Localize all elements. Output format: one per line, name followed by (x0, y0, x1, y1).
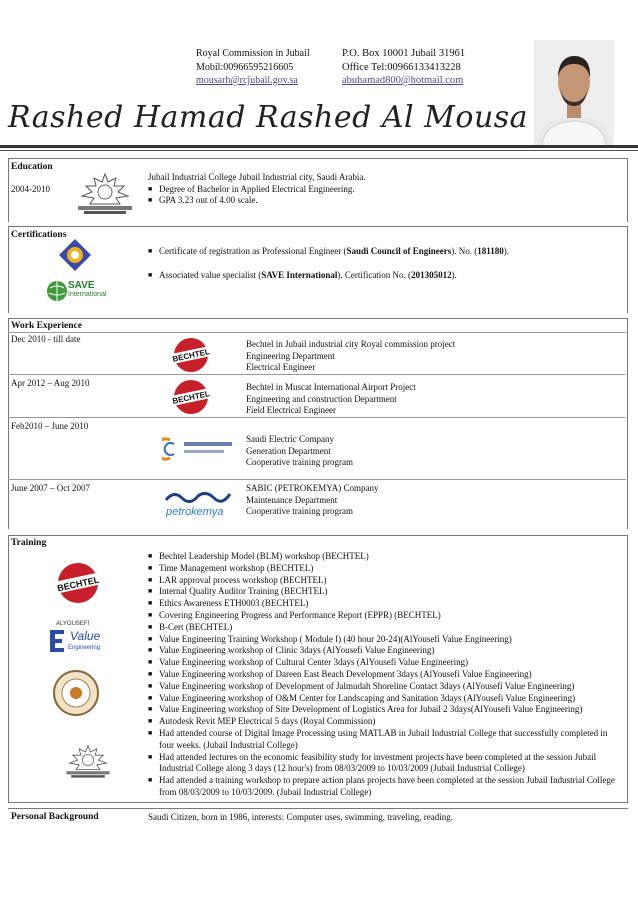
contact-org: Royal Commission in Jubail (196, 48, 310, 59)
work-row (8, 479, 626, 528)
education-list (148, 184, 618, 208)
royal-commission-seal (52, 670, 100, 716)
training-list-wrap (148, 551, 618, 799)
jubail-college-logo (70, 168, 140, 216)
alyousefi-logo (44, 621, 114, 655)
training-item: ■ Value Engineering workshop of O&M Center for Landscaping and Sanitation 3days (AlYousefi Value Engineering) (148, 693, 618, 705)
sce-logo (58, 238, 92, 272)
personal-section (8, 808, 628, 809)
bechtel-globe-icon (54, 562, 102, 604)
training-item: ■ Value Engineering workshop of Dareen East Beach Development 3days (AlYousefi Value Engineering) (148, 669, 618, 681)
training-item: ■ Value Engineering workshop of Cultural Center 3days (AlYousefi Value Engineering) (148, 657, 618, 669)
engineers-council-icon (58, 238, 92, 272)
work-row (8, 417, 626, 478)
header-rule-thin (0, 150, 638, 151)
sec-logo (162, 436, 236, 462)
training-item: ■ Value Engineering workshop of Development of Jalmudah Shoreline Contact 3days (AlYousefi Value Engineering) (148, 681, 618, 693)
personal-text: Saudi Citizen, born in 1986, interests: Computer uses, swimming, traveling, reading. (148, 812, 453, 822)
bechtel-globe-icon (168, 379, 214, 415)
training-item: ■ Bechtel Leadership Model (BLM) workshop (BECHTEL) (148, 551, 618, 563)
contact-office: Office Tel:00966133413228 (342, 61, 461, 73)
work-period: June 2007 – Oct 2007 (11, 483, 90, 493)
education-college: Jubail Industrial College Jubail Industrial city, Saudi Arabia. (148, 172, 366, 182)
seal-icon (52, 670, 100, 716)
cert-save: ■ Associated value specialist (SAVE International). Certification No. (201305012). (148, 270, 618, 282)
certifications-title: Certifications (11, 230, 67, 240)
svg-text:BECHTEL: BECHTEL (171, 347, 211, 364)
work-details: Bechtel in Jubail industrial city Royal commission project Engineering Department Electrical Engineer (246, 339, 456, 372)
bechtel-globe-icon (168, 337, 214, 373)
work-period: Apr 2012 – Aug 2010 (11, 378, 90, 388)
training-item: ■ Time Management workshop (BECHTEL) (148, 563, 618, 575)
contact-email-2[interactable]: abuhamad800@hotmail.com (342, 75, 464, 86)
header-rule (0, 145, 638, 148)
training-item: ■ Value Engineering Training Workshop ( Module I) (40 hour 20-24)(AlYousefi Value Engineering) (148, 634, 618, 646)
college-logo-icon (70, 168, 140, 216)
personal-title: Personal Background (11, 812, 99, 822)
save-international-logo (46, 280, 110, 302)
college-logo-icon (60, 738, 116, 782)
training-item: ■ B-Cert (BECHTEL) (148, 622, 618, 634)
training-item: ■ Value Engineering workshop of Clinic 3days (AlYousefi Value Engineering) (148, 645, 618, 657)
contact-pobox: P.O. Box 10001 Jubail 31961 (342, 48, 466, 59)
alyousefi-engineering: Engineering (68, 645, 101, 651)
training-list (148, 551, 618, 799)
saudi-electricity-icon (162, 436, 236, 462)
education-years: 2004-2010 (11, 184, 50, 194)
petrokemya-logo (158, 484, 238, 524)
alyousefi-top: ALYOUSEFI (56, 621, 90, 627)
training-item: ■ Had attended a training workshop to prepare action plans projects have been completed at the session Jubail Industrial College from 08/03/2009 to 10/03/2009. (Jubail Industrial College) (148, 775, 618, 799)
save-logo-text: SAVE (68, 280, 95, 291)
person-photo-icon (534, 40, 614, 146)
education-title: Education (11, 162, 53, 172)
training-item: ■ Had attended course of Digital Image Processing using MATLAB in Jubail Industrial College that successfully completed in four weeks. (Jubail Industrial College) (148, 728, 618, 752)
work-row (8, 332, 626, 375)
contact-mobile: Mobil:00966595216605 (196, 61, 294, 73)
education-degree: ■ Degree of Bachelor in Applied Electrical Engineering. (148, 184, 618, 196)
education-details (148, 172, 618, 207)
value-e-icon (48, 628, 68, 654)
bechtel-logo (168, 337, 214, 373)
work-details: Bechtel in Muscat International Airport Project Engineering and construction Department Field Electrical Engineer (246, 382, 416, 415)
petrokemya-text: petrokemya (166, 506, 224, 518)
svg-text:BECHTEL: BECHTEL (56, 574, 101, 594)
training-item: ■ Internal Quality Auditor Training (BECHTEL) (148, 586, 618, 598)
candidate-name: Rashed Hamad Rashed Al Mousa (8, 100, 529, 135)
work-details: Saudi Electric Company Generation Department Cooperative training program (246, 434, 353, 467)
petrokemya-arabic-icon (162, 486, 242, 504)
training-item: ■ Ethics Awareness ETH0003 (BECHTEL) (148, 598, 618, 610)
contact-email-1[interactable]: mousarh@rcjubail.gov.sa (196, 75, 298, 86)
contact-left (196, 47, 310, 88)
training-item: ■ LAR approval process workshop (BECHTEL) (148, 575, 618, 587)
work-row (8, 374, 626, 417)
training-item: ■ Covering Engineering Progress and Performance Report (EPPR) (BECHTEL) (148, 610, 618, 622)
training-item: ■ Had attended lectures on the economic feasibility study for investment projects have been completed at the session Jubail Industrial College along 3 days (12 hour's) from 08/03/2009 to 10/03/2009 (Jubail Industrial College) (148, 752, 618, 776)
work-period: Dec 2010 - till date (11, 334, 81, 344)
bechtel-logo (54, 562, 102, 604)
training-item: ■ Value Engineering workshop of Site Development of Logistics Area for Jubail 2 3days(AlYousefi Value Engineering) (148, 704, 618, 716)
work-period: Feb2010 – June 2010 (11, 421, 89, 431)
certifications-list (148, 246, 618, 282)
training-title: Training (11, 538, 47, 548)
bechtel-logo (168, 379, 214, 415)
education-gpa: ■ GPA 3.23 out of 4.00 scale. (148, 195, 618, 207)
work-details: SABIC (PETROKEMYA) Company Maintenance Department Cooperative training program (246, 483, 379, 516)
save-logo-sub: International (68, 291, 107, 298)
alyousefi-value: Value (70, 629, 101, 643)
training-item: ■ Autodesk Revit MEP Electrical 5 days (Royal Commission) (148, 716, 618, 728)
work-title: Work Experience (11, 321, 82, 331)
contact-right (342, 47, 465, 88)
jubail-college-logo (60, 738, 116, 782)
profile-photo (534, 40, 614, 146)
svg-text:BECHTEL: BECHTEL (171, 389, 211, 406)
cert-pe: ■ Certificate of registration as Professional Engineer (Saudi Council of Engineers). No. (181180). (148, 246, 618, 258)
